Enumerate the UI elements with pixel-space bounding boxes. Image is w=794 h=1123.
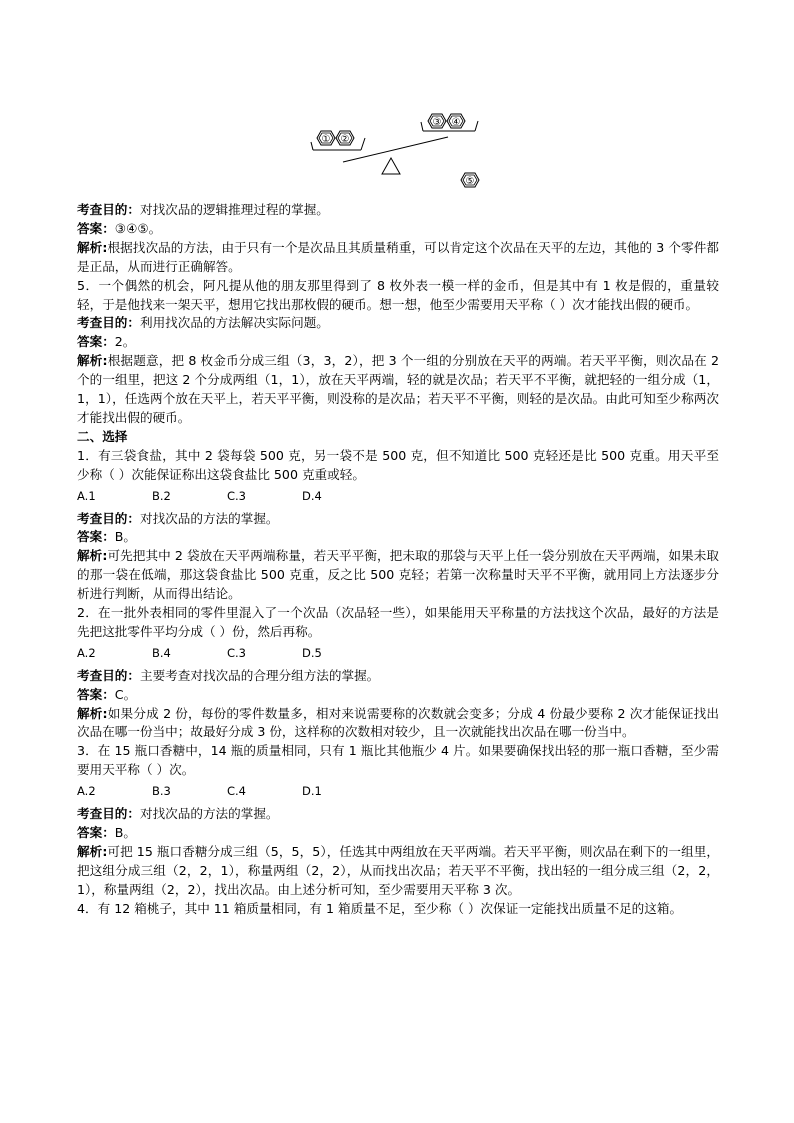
answer-line: 答案：C。	[77, 686, 137, 702]
option: D.4	[302, 488, 322, 503]
answer-line: 答案：B。	[77, 529, 137, 545]
svg-text:⑤: ⑤	[465, 176, 475, 187]
question-stem: 2．在一批外表相同的零件里混入了一个次品（次品轻一些），如果能用天平称量的方法找这个次品，最好的方法是先把这批零件平均分成（ ）份，然后再称。	[77, 605, 719, 639]
option: C.3	[227, 645, 247, 660]
analysis-line: 解析:如果分成 2 份，每份的零件数量多，相对来说需要称的次数就会变多；分成 4 份最少要称 2 次才能保证找出次品在哪一份当中；故最好分成 3 份，这样称的次数相对较少，且一次就能找出次品在哪一份当中。	[77, 705, 719, 740]
option: B.4	[152, 645, 171, 660]
answer-line: 答案：③④⑤。	[77, 220, 162, 236]
option: B.2	[152, 488, 171, 503]
analysis-line: 解析:根据题意，把 8 枚金币分成三组（3，3，2），把 3 个一组的分别放在天平的两端。若天平平衡，则次品在 2 个的一组里，把这 2 个分成两组（1，1），放在天平两端，轻的就是次品；若天平不平衡，就把轻的一组分成（1，1，1），任选两个放在天平上，若天平平衡，则没称的是次品；若天平不平衡，则轻的是次品。由此可知至少称两次才能找出假的硬币。	[77, 353, 719, 425]
purpose-line: 考查目的：对找次品的逻辑推理过程的掌握。	[77, 202, 329, 217]
svg-text:③: ③	[432, 117, 442, 128]
analysis-line: 解析:根据找次品的方法，由于只有一个是次品且其质量稍重，可以肯定这个次品在天平的左边，其他的 3 个零件都是正品，从而进行正确解答。	[77, 239, 719, 274]
section-title: 二、选择	[77, 428, 128, 444]
question-5: 5．一个偶然的机会，阿凡提从他的朋友那里得到了 8 枚外表一模一样的金币，但是其中有 1 枚是假的，重量较轻，于是他找来一架天平，想用它找出那枚假的硬币。想一想，他至少需要用天平称（ ）次才能找出假的硬币。	[77, 277, 719, 312]
scale-fulcrum	[382, 158, 400, 174]
purpose-line: 考查目的：利用找次品的方法解决实际问题。	[77, 315, 329, 331]
question-stem: 4．有 12 箱桃子，其中 11 箱质量相同，有 1 箱质量不足，至少称（ ）次保证一定能找出质量不足的这箱。	[77, 900, 683, 916]
balance-scale-figure	[305, 110, 495, 196]
option: D.5	[302, 645, 322, 660]
answer-line: 答案：2。	[77, 334, 136, 350]
svg-text:①: ①	[321, 134, 331, 145]
right-coin-3	[428, 114, 446, 128]
right-coin-4	[447, 114, 465, 128]
answer-line: 答案：B。	[77, 825, 137, 840]
analysis-line: 解析:可把 15 瓶口香糖分成三组（5，5，5），任选其中两组放在天平两端。若天平平衡，则次品在剩下的一组里，把这组分成三组（2，2，1），称量两组（2，2），从而找出次品；若天平不平衡，找出轻的一组分成三组（2，2，1），称量两组（2，2），找出次品。由上述分析可知，至少需要用天平称 3 次。	[77, 843, 719, 897]
option: C.3	[227, 488, 247, 503]
options-row	[77, 644, 719, 663]
purpose-line: 考查目的：对找次品的方法的掌握。	[77, 806, 279, 822]
analysis-line: 解析:可先把其中 2 袋放在天平两端称量，若天平平衡，把未取的那袋与天平上任一袋分别放在天平两端，如果未取的那一袋在低端，那这袋食盐比 500 克重，反之比 500 克轻；若第一次称量时天平不平衡，就用同上方法逐步分析进行判断，从而得出结论。	[77, 548, 719, 602]
option: D.1	[302, 784, 322, 799]
svg-text:④: ④	[451, 117, 461, 128]
options-row	[77, 487, 719, 506]
document-body	[77, 201, 719, 919]
option: C.4	[227, 784, 247, 799]
left-coin-2	[336, 131, 354, 145]
option: A.2	[77, 645, 96, 660]
options-row	[77, 782, 719, 801]
loose-coin-5	[461, 173, 479, 187]
question-stem: 3．在 15 瓶口香糖中，14 瓶的质量相同，只有 1 瓶比其他瓶少 4 片。如果要确保找出轻的那一瓶口香糖，至少需要用天平称（ ）次。	[77, 743, 719, 778]
question-stem: 1．有三袋食盐，其中 2 袋每袋 500 克，另一袋不是 500 克，但不知道比 500 克轻还是比 500 克重。用天平至少称（ ）次能保证称出这袋食盐比 500 克重或轻。	[77, 447, 719, 482]
left-coin-1	[317, 131, 335, 145]
svg-text:②: ②	[340, 134, 350, 145]
option: A.1	[77, 488, 96, 503]
option: B.3	[152, 784, 171, 799]
purpose-line: 考查目的：主要考查对找次品的合理分组方法的掌握。	[77, 667, 380, 683]
option: A.2	[77, 784, 96, 799]
purpose-line: 考查目的：对找次品的方法的掌握。	[77, 510, 279, 526]
